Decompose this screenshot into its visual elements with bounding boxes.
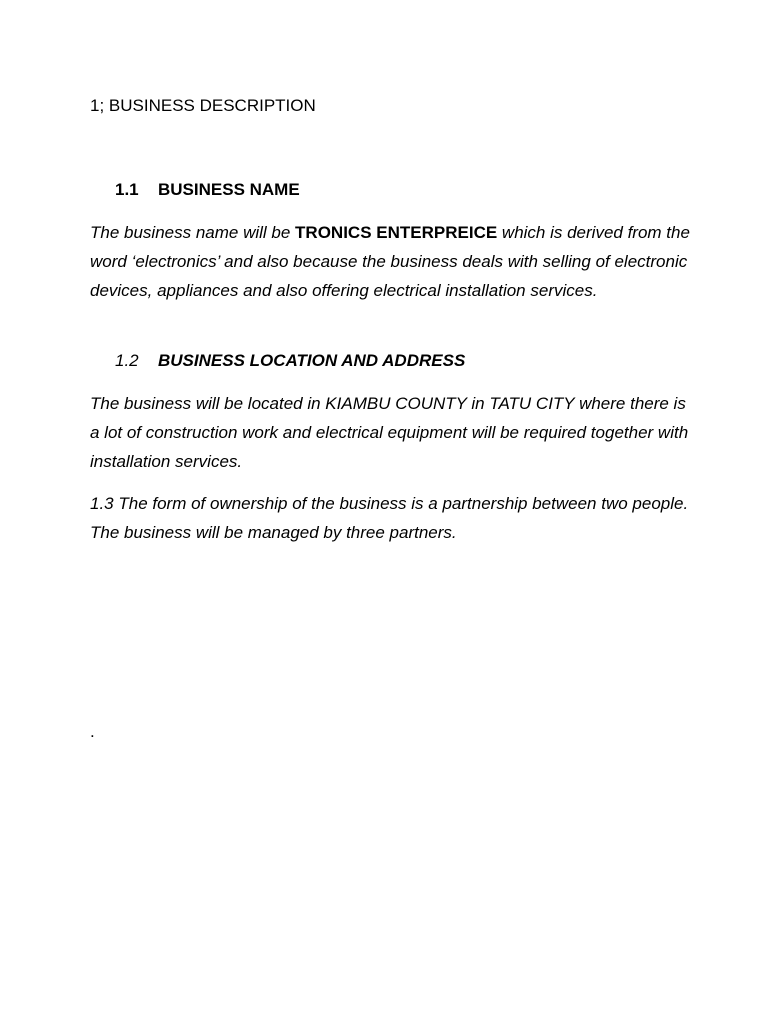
heading-1-2-number: 1.2 [115,351,139,370]
paragraph-business-name-part2: which is derived from the word ‘electronics’ and also because the business deals with selling of electronic devices, appliances and also offering electrical installation services. [90,223,690,300]
paragraph-business-name-part1: The business name will be [90,223,296,242]
section-title: 1; BUSINESS DESCRIPTION [90,96,316,115]
heading-1-2-title: BUSINESS LOCATION AND ADDRESS [158,351,466,370]
business-name-bold: TRONICS ENTERPREICE [295,223,498,242]
heading-1-1-title: BUSINESS NAME [158,180,300,199]
paragraph-location: The business will be located in KIAMBU COUNTY in TATU CITY where there is a lot of construction work and electrical equipment will be required together with installation services. [90,394,689,471]
paragraph-ownership: 1.3 The form of ownership of the business is a partnership between two people. The business will be managed by three partners. [90,494,689,542]
trailing-period: . [90,722,95,741]
heading-1-1-number: 1.1 [115,180,139,199]
paragraph-business-name [90,218,690,305]
